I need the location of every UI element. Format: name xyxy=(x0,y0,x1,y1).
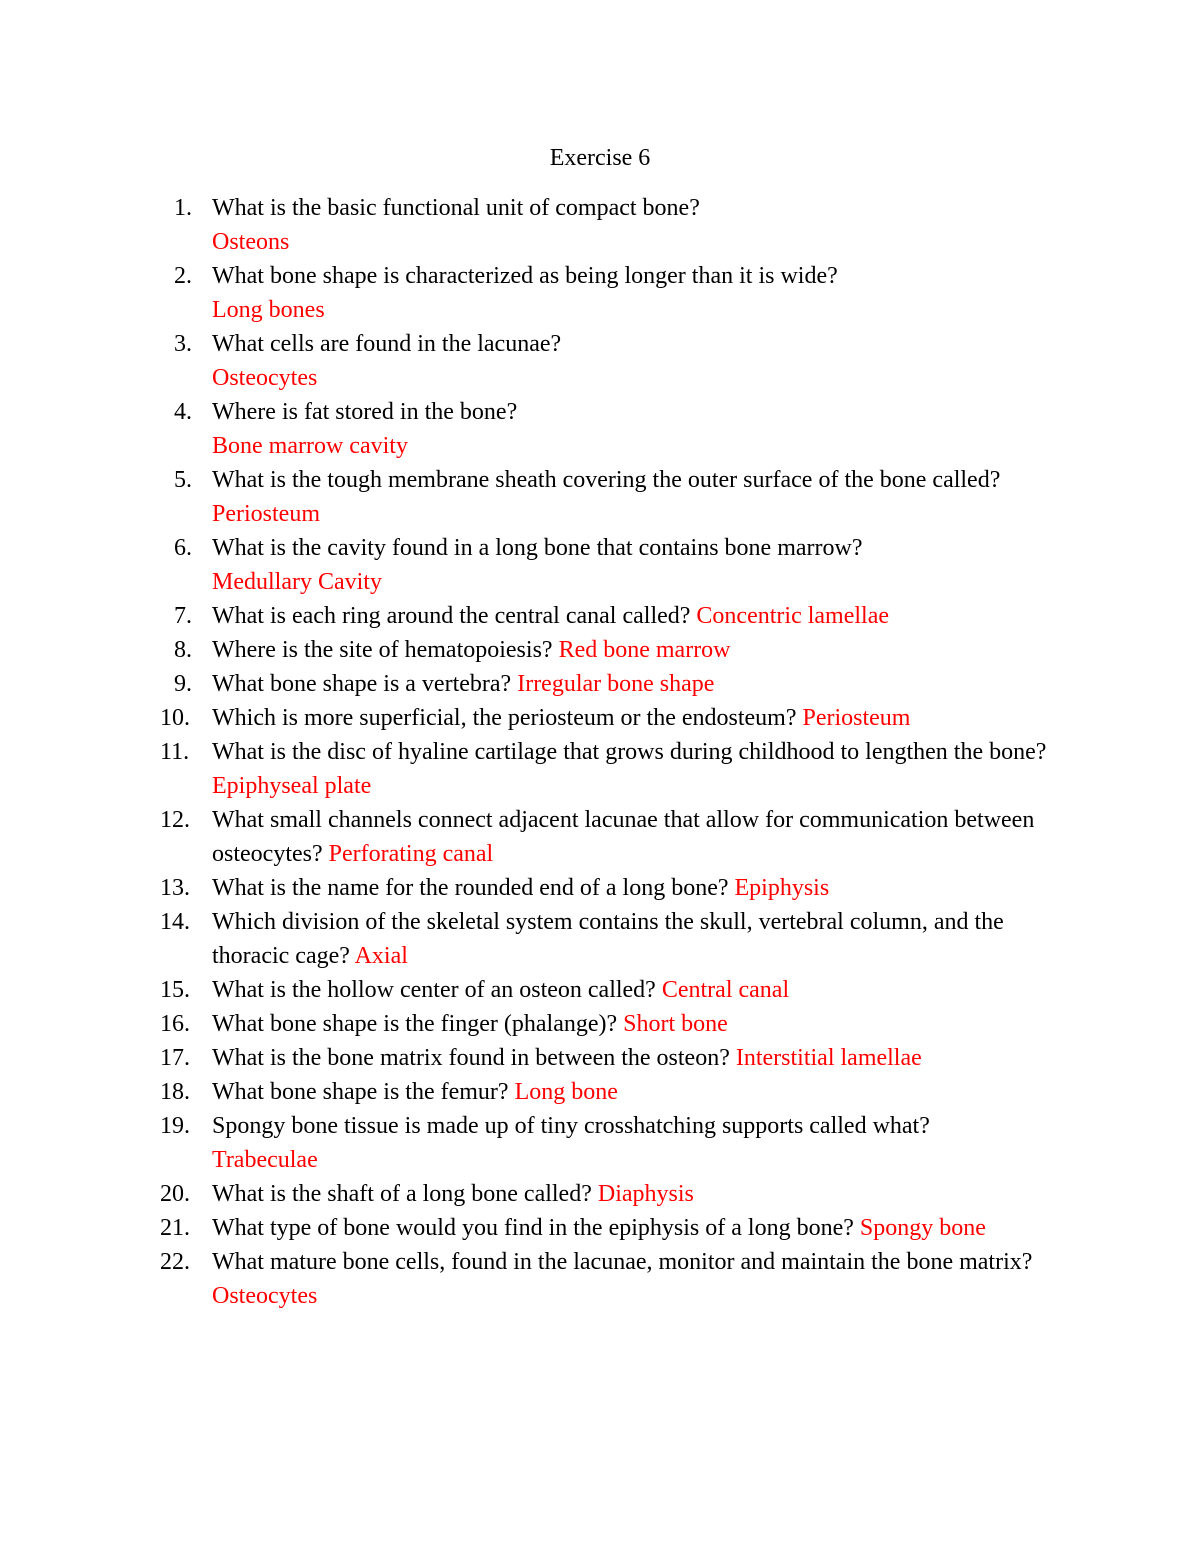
question-number: 1. xyxy=(174,195,192,221)
question-text: What is each ring around the central canal called? xyxy=(212,603,691,629)
question-item xyxy=(160,735,1080,803)
question-number: 17. xyxy=(160,1045,190,1071)
question-number: 20. xyxy=(160,1181,190,1207)
answer-text: Bone marrow cavity xyxy=(212,433,408,459)
answer-text: Concentric lamellae xyxy=(696,603,889,629)
question-number: 12. xyxy=(160,807,190,833)
answer-text: Axial xyxy=(354,943,408,969)
question-item xyxy=(160,327,1080,395)
question-number: 18. xyxy=(160,1079,190,1105)
question-number: 7. xyxy=(174,603,192,629)
answer-text: Long bones xyxy=(212,297,325,323)
question-item xyxy=(160,973,1080,1007)
question-text: What mature bone cells, found in the lacunae, monitor and maintain the bone matrix? xyxy=(212,1249,1033,1275)
question-item xyxy=(160,1007,1080,1041)
question-number: 6. xyxy=(174,535,192,561)
answer-text: Central canal xyxy=(661,977,790,1003)
answer-text: Red bone marrow xyxy=(558,637,731,663)
question-text: What bone shape is characterized as being longer than it is wide? xyxy=(212,263,838,289)
question-item xyxy=(160,701,1080,735)
question-number: 5. xyxy=(174,467,192,493)
answer-text: Epiphysis xyxy=(734,875,830,901)
answer-text: Trabeculae xyxy=(212,1147,318,1173)
question-text: Where is the site of hematopoiesis? xyxy=(212,637,553,663)
question-number: 16. xyxy=(160,1011,190,1037)
question-item xyxy=(160,599,1080,633)
question-item xyxy=(160,803,1080,871)
question-text: What type of bone would you find in the epiphysis of a long bone? xyxy=(212,1215,854,1241)
answer-text: Long bone xyxy=(514,1079,618,1105)
answer-text: Osteocytes xyxy=(212,365,318,391)
question-item xyxy=(160,1211,1080,1245)
question-item xyxy=(160,871,1080,905)
question-text: What is the hollow center of an osteon called? xyxy=(212,977,656,1003)
question-text: What is the cavity found in a long bone that contains bone marrow? xyxy=(212,535,863,561)
question-item xyxy=(160,633,1080,667)
question-item xyxy=(160,395,1080,463)
question-number: 10. xyxy=(160,705,190,731)
question-text: What is the name for the rounded end of a long bone? xyxy=(212,875,729,901)
question-item xyxy=(160,1109,1080,1177)
answer-text: Osteons xyxy=(212,229,290,255)
answer-text: Epiphyseal plate xyxy=(212,773,372,799)
answer-text: Perforating canal xyxy=(328,841,494,867)
question-item xyxy=(160,1041,1080,1075)
question-item xyxy=(160,191,1080,259)
question-text: What is the disc of hyaline cartilage that grows during childhood to lengthen the bone? xyxy=(212,739,1047,765)
answer-text: Periosteum xyxy=(802,705,911,731)
question-number: 15. xyxy=(160,977,190,1003)
question-text: What is the shaft of a long bone called? xyxy=(212,1181,592,1207)
question-item xyxy=(160,531,1080,599)
question-item xyxy=(160,905,1080,973)
answer-text: Diaphysis xyxy=(597,1181,694,1207)
question-number: 22. xyxy=(160,1249,190,1275)
question-text: What bone shape is a vertebra? xyxy=(212,671,512,697)
answer-text: Irregular bone shape xyxy=(517,671,715,697)
question-text: What is the bone matrix found in between the osteon? xyxy=(212,1045,730,1071)
question-item xyxy=(160,1075,1080,1109)
document-title: Exercise 6 xyxy=(549,145,651,171)
question-number: 19. xyxy=(160,1113,190,1139)
question-item xyxy=(160,1177,1080,1211)
question-number: 21. xyxy=(160,1215,190,1241)
question-list xyxy=(160,191,1080,1313)
question-text: Which division of the skeletal system contains the skull, vertebral column, and the thoracic cage? xyxy=(212,909,1004,969)
answer-text: Spongy bone xyxy=(859,1215,986,1241)
question-number: 2. xyxy=(174,263,192,289)
question-text: What bone shape is the femur? xyxy=(212,1079,509,1105)
question-text: What cells are found in the lacunae? xyxy=(212,331,562,357)
question-text: What bone shape is the finger (phalange)? xyxy=(212,1011,618,1037)
question-item xyxy=(160,463,1080,531)
answer-text: Periosteum xyxy=(212,501,320,527)
question-number: 8. xyxy=(174,637,192,663)
question-number: 13. xyxy=(160,875,190,901)
answer-text: Short bone xyxy=(623,1011,728,1037)
question-text: What small channels connect adjacent lacunae that allow for communication between osteocytes? xyxy=(212,807,1035,867)
question-item xyxy=(160,1245,1080,1313)
question-item xyxy=(160,667,1080,701)
question-number: 14. xyxy=(160,909,190,935)
answer-text: Osteocytes xyxy=(212,1283,318,1309)
question-number: 9. xyxy=(174,671,192,697)
answer-text: Interstitial lamellae xyxy=(735,1045,922,1071)
question-number: 4. xyxy=(174,399,192,425)
question-number: 11. xyxy=(160,739,190,765)
question-item xyxy=(160,259,1080,327)
question-text: Spongy bone tissue is made up of tiny crosshatching supports called what? xyxy=(212,1113,930,1139)
question-text: Where is fat stored in the bone? xyxy=(212,399,518,425)
question-text: What is the tough membrane sheath covering the outer surface of the bone called? xyxy=(212,467,1001,493)
question-text: Which is more superficial, the periosteum or the endosteum? xyxy=(212,705,797,731)
question-text: What is the basic functional unit of compact bone? xyxy=(212,195,700,221)
answer-text: Medullary Cavity xyxy=(212,569,382,595)
question-number: 3. xyxy=(174,331,192,357)
